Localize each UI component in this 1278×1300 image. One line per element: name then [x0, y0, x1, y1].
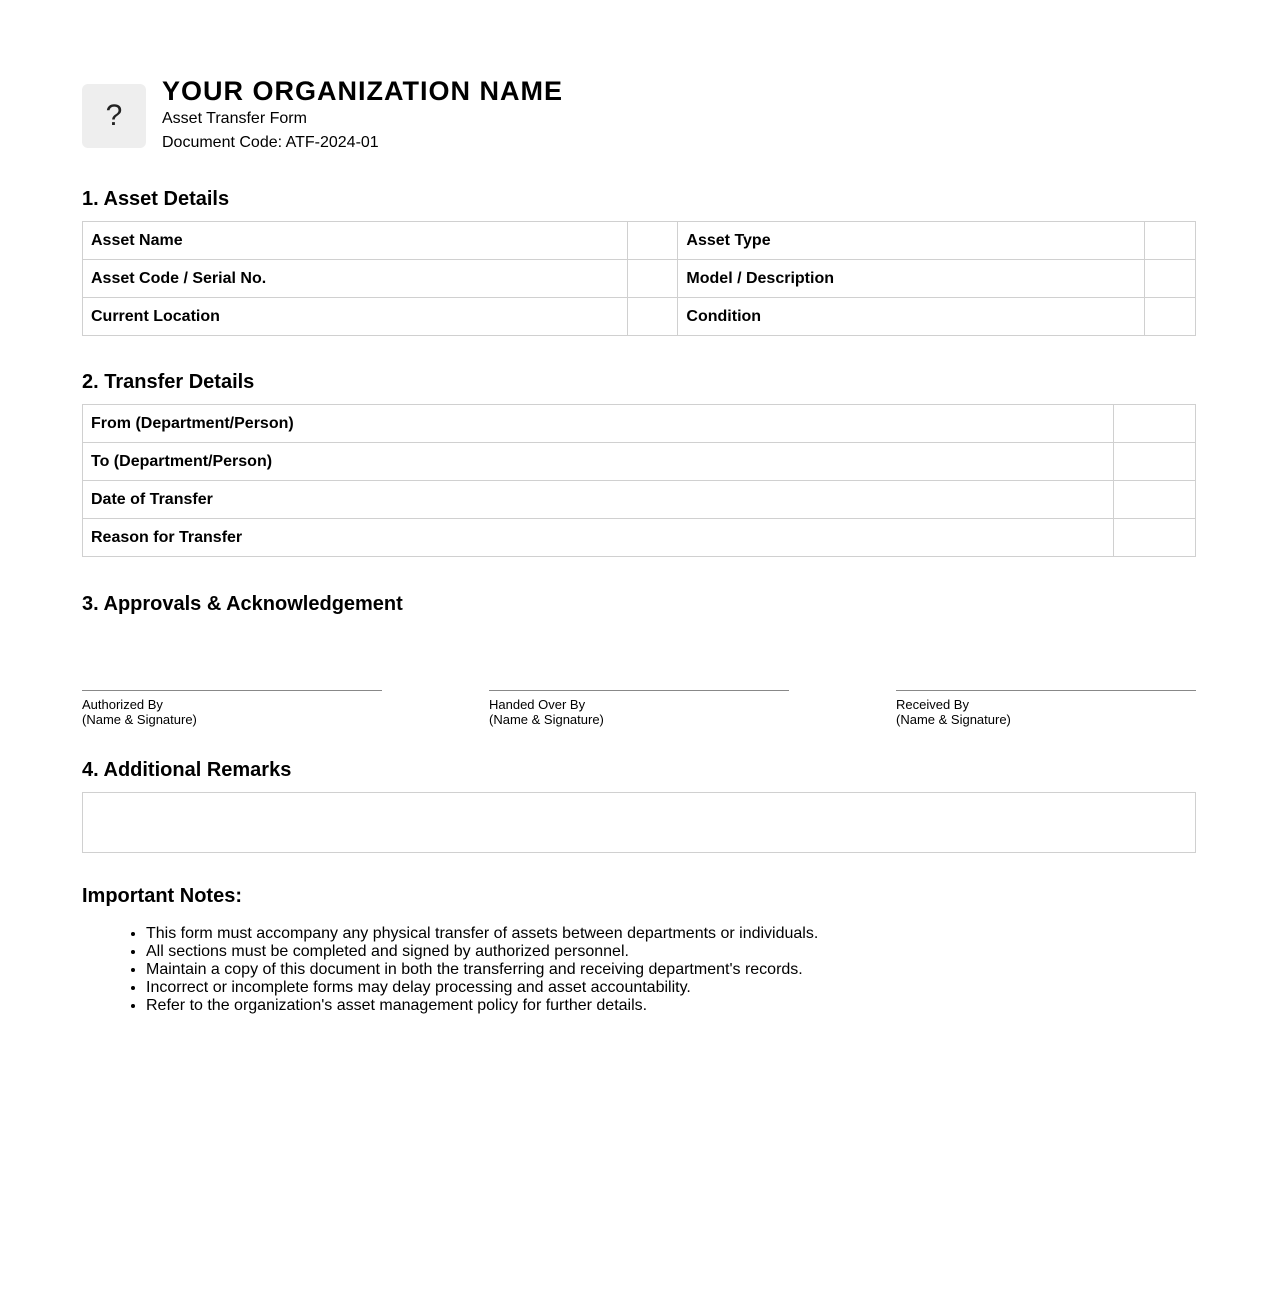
list-item: • This form must accompany any physical transfer of assets between departments or individuals.: [146, 925, 1146, 943]
signature-received-by[interactable]: [896, 690, 1196, 727]
asset-code-field[interactable]: [628, 260, 678, 298]
logo-placeholder-icon: ?: [82, 84, 146, 148]
table-row: [83, 443, 1196, 481]
asset-details-table: [82, 221, 1196, 336]
field-label: Current Location: [83, 298, 628, 336]
signature-role: Received By: [896, 697, 969, 712]
field-label: Date of Transfer: [83, 481, 1114, 519]
notes-title: Important Notes:: [82, 885, 242, 907]
document-header: [82, 75, 1196, 165]
list-item: • All sections must be completed and signed by authorized personnel.: [146, 943, 1146, 961]
section-title-asset-details: 1. Asset Details: [82, 188, 230, 210]
org-name: YOUR ORGANIZATION NAME: [162, 76, 563, 106]
transfer-reason-field[interactable]: [1114, 519, 1196, 557]
condition-field[interactable]: [1145, 298, 1196, 336]
table-row: [83, 481, 1196, 519]
org-block: [162, 75, 563, 155]
section-title-remarks: 4. Additional Remarks: [82, 759, 292, 781]
remarks-box[interactable]: [82, 792, 1196, 853]
from-field[interactable]: [1114, 405, 1196, 443]
to-field[interactable]: [1114, 443, 1196, 481]
field-label: Model / Description: [678, 260, 1145, 298]
table-row: [83, 519, 1196, 557]
table-row: [83, 298, 1196, 336]
signature-line: [896, 690, 1196, 691]
signature-hint: (Name & Signature): [82, 712, 197, 727]
field-label: To (Department/Person): [83, 443, 1114, 481]
list-item: • Incorrect or incomplete forms may delay processing and asset accountability.: [146, 979, 1146, 997]
list-item: • Refer to the organization's asset management policy for further details.: [146, 997, 1146, 1015]
notes-list: [106, 925, 1146, 1015]
table-row: [83, 260, 1196, 298]
document-code: Document Code: ATF-2024-01: [162, 134, 379, 151]
field-label: Asset Type: [678, 222, 1145, 260]
signature-role: Authorized By: [82, 697, 163, 712]
field-label: Asset Code / Serial No.: [83, 260, 628, 298]
list-item: • Maintain a copy of this document in both the transferring and receiving department's records.: [146, 961, 1146, 979]
signature-role: Handed Over By: [489, 697, 586, 712]
model-description-field[interactable]: [1145, 260, 1196, 298]
signature-hint: (Name & Signature): [896, 712, 1011, 727]
field-label: From (Department/Person): [83, 405, 1114, 443]
signature-line: [82, 690, 382, 691]
section-title-approvals: 3. Approvals & Acknowledgement: [82, 593, 403, 615]
form-title: Asset Transfer Form: [162, 110, 307, 127]
signature-handed-over-by[interactable]: [489, 690, 789, 727]
asset-type-field[interactable]: [1145, 222, 1196, 260]
field-label: Condition: [678, 298, 1145, 336]
signature-label: [82, 697, 382, 727]
signature-line: [489, 690, 789, 691]
transfer-date-field[interactable]: [1114, 481, 1196, 519]
table-row: [83, 405, 1196, 443]
transfer-details-table: [82, 404, 1196, 557]
asset-name-field[interactable]: [628, 222, 678, 260]
table-row: [83, 222, 1196, 260]
signature-hint: (Name & Signature): [489, 712, 604, 727]
field-label: Reason for Transfer: [83, 519, 1114, 557]
signature-authorized-by[interactable]: [82, 690, 382, 727]
signature-label: [896, 697, 1196, 727]
signature-label: [489, 697, 789, 727]
section-title-transfer-details: 2. Transfer Details: [82, 371, 255, 393]
current-location-field[interactable]: [628, 298, 678, 336]
field-label: Asset Name: [83, 222, 628, 260]
